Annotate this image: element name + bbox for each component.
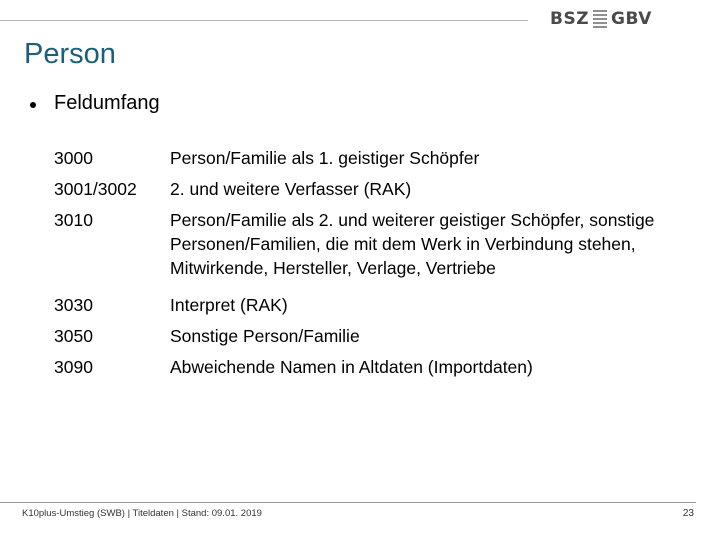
bsz-gbv-logo [550,6,652,32]
field-entry [54,355,664,379]
field-description: Interpret (RAK) [170,295,288,315]
footer-text: K10plus-Umstieg (SWB) | Titeldaten | Stand: 09.01. 2019 [22,508,262,519]
field-code: 3030 [54,295,93,315]
logo-stripes-icon [593,8,607,30]
slide-title: Person [24,38,116,70]
field-code: 3001/3002 [54,179,137,199]
field-description: Person/Familie als 1. geistiger Schöpfer [170,148,480,168]
field-list [54,146,664,386]
field-code: 3050 [54,326,93,346]
page-number: 23 [682,508,694,519]
field-description: Sonstige Person/Familie [170,326,360,346]
field-entry [54,146,664,170]
field-code: 3000 [54,148,93,168]
logo-bsz-text: BSZ [550,9,590,29]
field-entry [54,208,664,280]
field-description: Abweichende Namen in Altdaten (Importdaten) [170,357,533,377]
footer-rule [0,502,696,503]
field-description: 2. und weitere Verfasser (RAK) [170,179,412,199]
field-entry [54,293,664,317]
field-entry [54,177,664,201]
bullet-item [30,92,160,115]
field-entry [54,324,664,348]
bullet-text: Feldumfang [54,92,160,114]
field-description: Person/Familie als 2. und weiterer geistiger Schöpfer, sonstige Personen/Familien, die mit dem Werk in Verbindung stehen, Mitwirkende, Hersteller, Verlage, Vertriebe [170,210,655,278]
header-rule [0,20,528,21]
field-code: 3010 [54,210,93,230]
bullet-dot-icon [30,102,36,108]
field-code: 3090 [54,357,93,377]
logo-gbv-text: GBV [611,9,652,29]
